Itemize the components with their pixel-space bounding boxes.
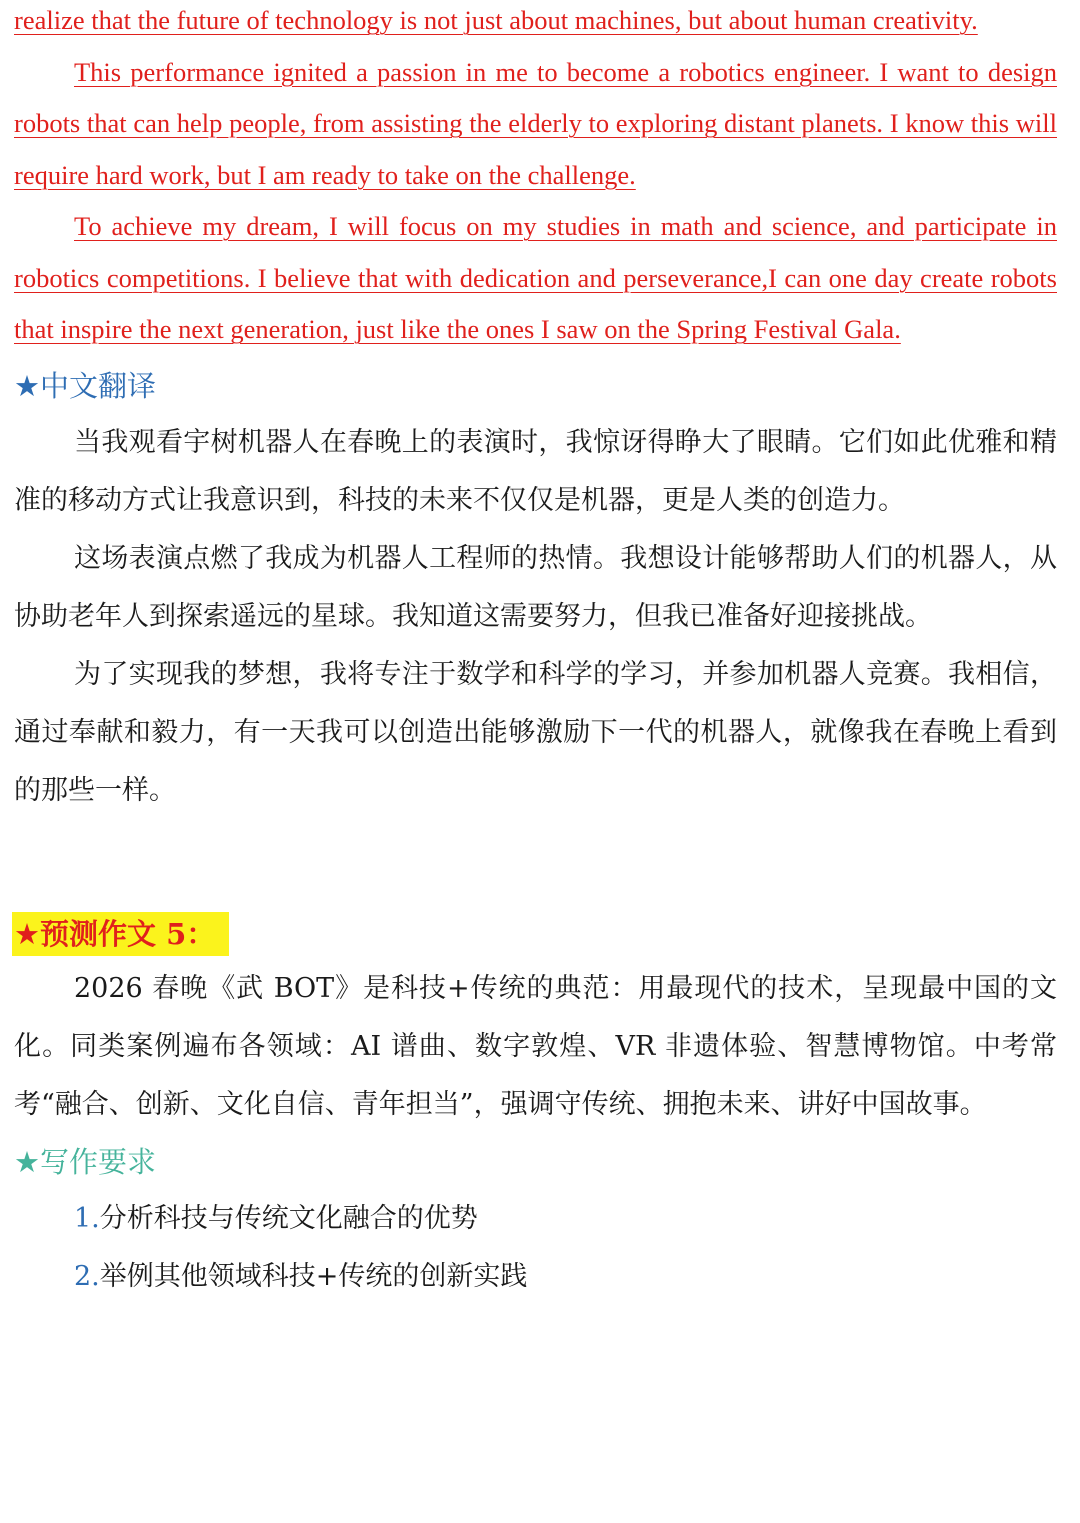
prediction-heading-highlight (12, 912, 229, 956)
translation-heading (14, 358, 1057, 414)
prediction-paragraph: 2026 春晚《武 BOT》是科技+传统的典范：用最现代的技术，呈现最中国的文化。同类案例遍布各领域：AI 谱曲、数字敦煌、VR 非遗体验、智慧博物馆。中考常考“融合、创新、文化自信、青年担当”，强调守传统、拥抱未来、讲好中国故事。 (14, 972, 1057, 1120)
translation-heading-label: 中文翻译 (40, 368, 157, 403)
requirement-item-2 (14, 1248, 1057, 1306)
translation-paragraph-3: 为了实现我的梦想，我将专注于数学和科学的学习，并参加机器人竞赛。我相信，通过奉献和毅力，有一天我可以创造出能够激励下一代的机器人，就像我在春晚上看到的那些一样。 (14, 658, 1057, 806)
translation-paragraph-2: 这场表演点燃了我成为机器人工程师的热情。我想设计能够帮助人们的机器人，从协助老年人到探索遥远的星球。我知道这需要努力，但我已准备好迎接挑战。 (14, 542, 1057, 632)
translation-paragraph-1: 当我观看宇树机器人在春晚上的表演时，我惊讶得睁大了眼睛。它们如此优雅和精准的移动方式让我意识到，科技的未来不仅仅是机器，更是人类的创造力。 (14, 426, 1057, 516)
requirement-number: 1. (74, 1202, 100, 1234)
document-page (14, 0, 1057, 1306)
requirements-heading (14, 1134, 1057, 1190)
english-paragraph-2: This performance ignited a passion in me to become a robotics engineer. I want to design robots that can help people, from assisting the elderly to exploring distant planets. I know this will require hard work, but I am ready to take on the challenge. (14, 56, 1057, 190)
requirement-text: 举例其他领域科技+传统的创新实践 (99, 1260, 528, 1292)
prediction-heading-label: 预测作文 5： (40, 916, 216, 951)
section-spacer (14, 820, 1057, 908)
requirements-heading-label: 写作要求 (40, 1144, 157, 1179)
requirement-item-1 (14, 1190, 1057, 1248)
requirement-number: 2. (74, 1260, 100, 1292)
star-icon: ★ (14, 1144, 40, 1179)
prediction-heading (14, 908, 1057, 960)
english-paragraph-1-tail: realize that the future of technology is not just about machines, but about human creativity. (14, 5, 978, 35)
requirement-text: 分析科技与传统文化融合的优势 (99, 1202, 478, 1234)
star-icon: ★ (14, 916, 40, 951)
star-icon: ★ (14, 368, 40, 403)
english-paragraph-3: To achieve my dream, I will focus on my studies in math and science, and participate in robotics competitions. I believe that with dedication and perseverance,I can one day create robots that inspire the next generation, just like the ones I saw on the Spring Festival Gala. (14, 211, 1057, 344)
